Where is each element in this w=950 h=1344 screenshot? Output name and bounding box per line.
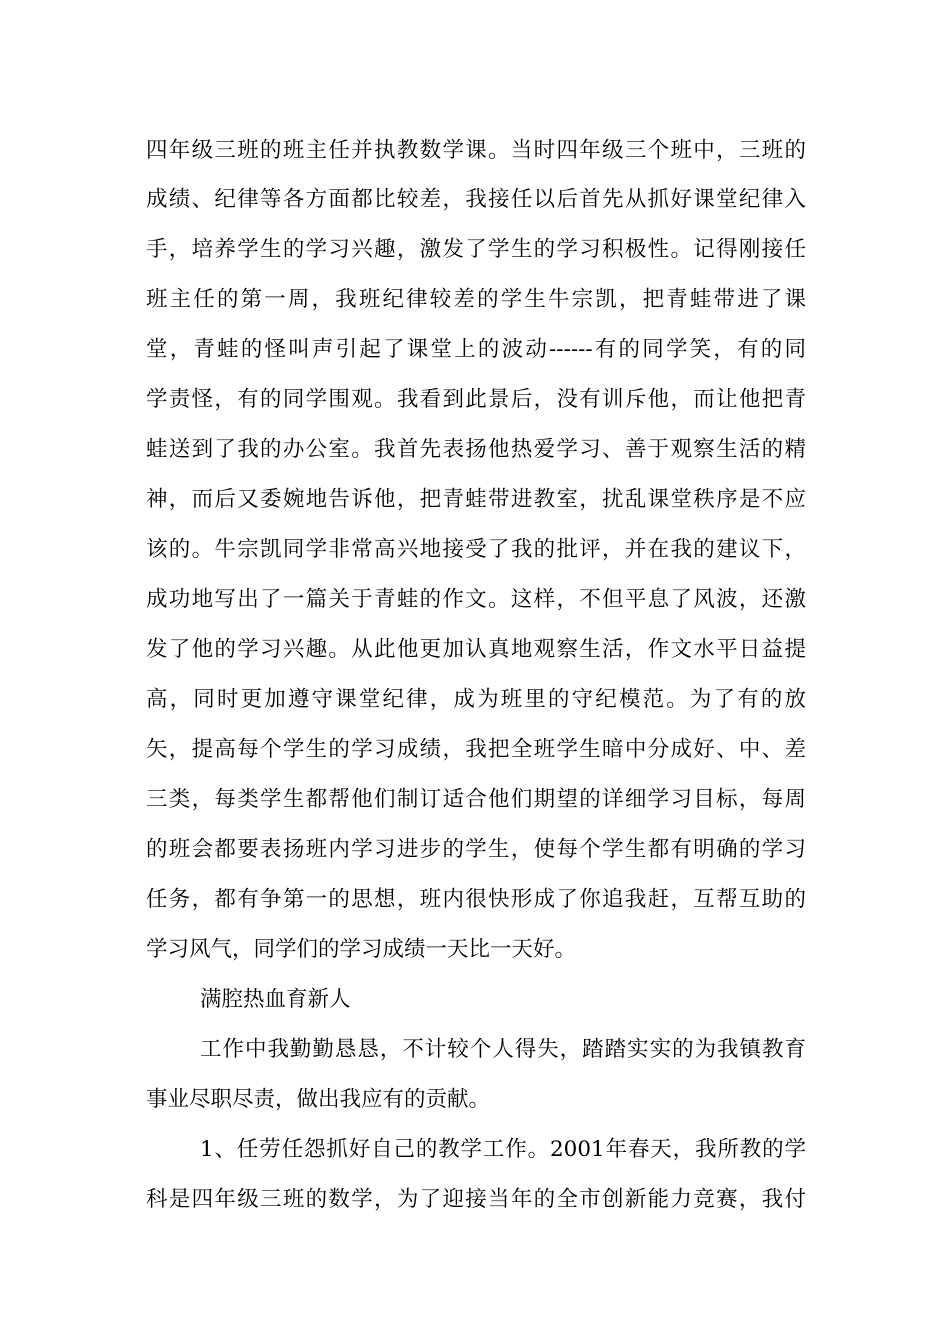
body-text-line: 四年级三班的班主任并执教数学课。当时四年级三个班中，三班的 [146,138,806,163]
body-text-line: 事业尽职尽责，做出我应有的贡献。 [146,1087,491,1112]
body-text-line: 三类，每类学生都帮他们制订适合他们期望的详细学习目标，每周 [146,787,806,812]
body-text-line: 班主任的第一周，我班纪律较差的学生牛宗凯，把青蛙带进了课 [146,287,806,312]
body-text-line: 科是四年级三班的数学，为了迎接当年的全市创新能力竞赛，我付 [146,1187,806,1212]
body-text-line: 矢，提高每个学生的学习成绩，我把全班学生暗中分成好、中、差 [146,737,806,762]
body-text-line: 1、任劳任怨抓好自己的教学工作。2001年春天，我所教的学 [200,1137,806,1162]
body-text-line: 蛙送到了我的办公室。我首先表扬他热爱学习、善于观察生活的精 [146,437,806,462]
body-text-line: 神，而后又委婉地告诉他，把青蛙带进教室，扰乱课堂秩序是不应 [146,487,806,512]
body-text-line: 工作中我勤勤恳恳，不计较个人得失，踏踏实实的为我镇教育 [200,1037,806,1062]
body-text-line: 成绩、纪律等各方面都比较差，我接任以后首先从抓好课堂纪律入 [146,187,806,212]
body-text-line: 任务，都有争第一的思想，班内很快形成了你追我赶，互帮互助的 [146,887,806,912]
body-text-line: 高，同时更加遵守课堂纪律，成为班里的守纪模范。为了有的放 [146,687,806,712]
body-text-line: 发了他的学习兴趣。从此他更加认真地观察生活，作文水平日益提 [146,637,806,662]
body-text-line: 成功地写出了一篇关于青蛙的作文。这样，不但平息了风波，还激 [146,587,806,612]
body-text-line: 该的。牛宗凯同学非常高兴地接受了我的批评，并在我的建议下， [146,537,806,562]
section-heading: 满腔热血育新人 [200,987,351,1012]
body-text-line: 堂，青蛙的怪叫声引起了课堂上的波动------有的同学笑，有的同 [146,337,806,362]
body-text-line: 手，培养学生的学习兴趣，激发了学生的学习积极性。记得刚接任 [146,237,806,262]
body-text-line: 学责怪，有的同学围观。我看到此景后，没有训斥他，而让他把青 [146,387,806,412]
body-text-line: 的班会都要表扬班内学习进步的学生，使每个学生都有明确的学习 [146,837,806,862]
body-text-line: 学习风气，同学们的学习成绩一天比一天好。 [146,937,577,962]
